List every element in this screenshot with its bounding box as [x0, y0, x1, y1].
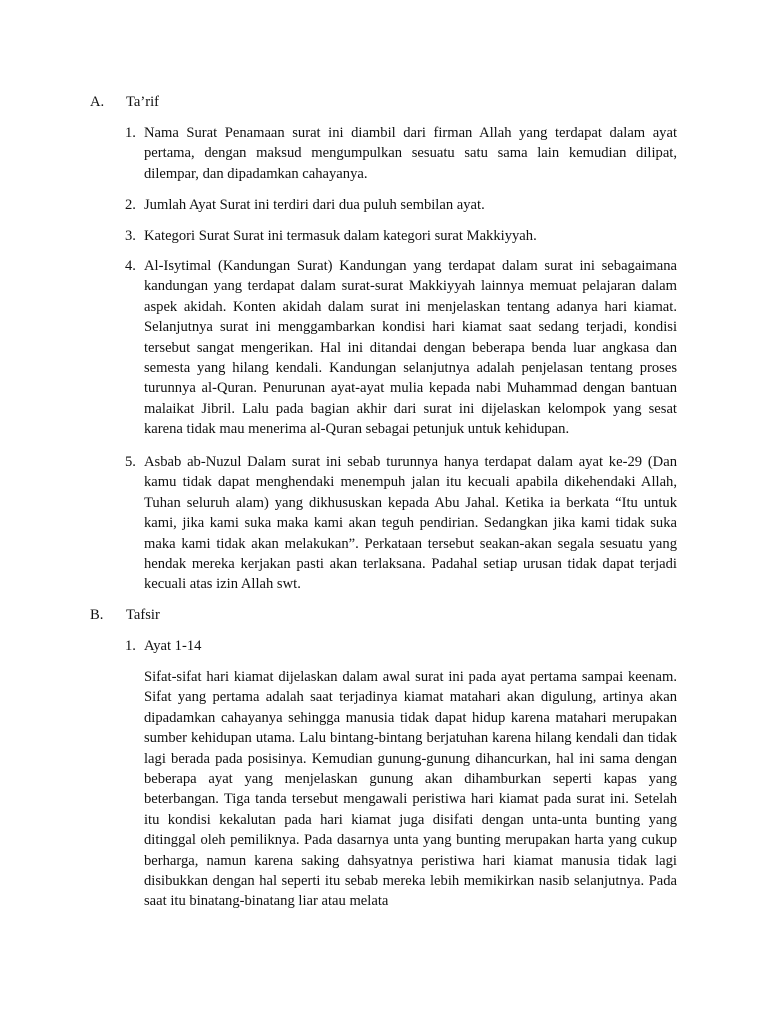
list-item — [125, 195, 677, 215]
list-item-text: Ayat 1-14 — [144, 638, 202, 654]
list-item-number: 1. — [125, 638, 136, 654]
section-b-title: Tafsir — [126, 607, 160, 623]
list-item — [125, 636, 677, 656]
section-a-heading — [90, 92, 690, 112]
list-item-number: 2. — [125, 197, 136, 213]
list-item — [125, 123, 677, 184]
list-item-number: 1. — [125, 125, 136, 141]
list-item-text: Asbab ab-Nuzul Dalam surat ini sebab turunnya hanya terdapat dalam ayat ke-29 (Dan kamu tidak dapat menghendaki menempuh jalan itu kecuali apabila dikehendaki Allah, Tuhan seluruh alam) yang dikhususkan kepada Abu Jahal. Ketika ia berkata “Itu untuk kami, jika kami suka maka kami akan teguh pendirian. Sedangkan jika kami tidak suka maka kami tidak akan melakukan”. Perkataan tersebut seakan-akan segala sesuatu yang hendak mereka kerjakan pasti akan terlaksana. Padahal setiap urusan tidak dapat terjadi kecuali atas izin Allah swt. — [144, 454, 677, 593]
list-item-number: 5. — [125, 454, 136, 470]
list-item — [125, 226, 677, 246]
section-a-title: Ta’rif — [126, 94, 160, 110]
section-b-letter: B. — [90, 607, 104, 623]
list-item-text: Kategori Surat Surat ini termasuk dalam kategori surat Makkiyyah. — [144, 228, 537, 244]
list-item-number: 3. — [125, 228, 136, 244]
section-b-heading — [90, 605, 690, 625]
list-item-text: Nama Surat Penamaan surat ini diambil dari firman Allah yang terdapat dalam ayat pertama, dengan maksud mengumpulkan sesuatu satu sama lain kemudian dilipat, dilempar, dan dipadamkan cahayanya. — [144, 125, 677, 182]
list-item — [125, 256, 677, 440]
section-a-letter: A. — [90, 94, 105, 110]
tafsir-paragraph: Sifat-sifat hari kiamat dijelaskan dalam awal surat ini pada ayat pertama sampai keenam. Sifat yang pertama adalah saat terjadinya kiamat matahari akan digulung, artinya akan dipadamkan cahayanya sehingga manusia tidak dapat hidup karena matahari merupakan sumber kehidupan utama. Lalu bintang-bintang berjatuhan karena hilang kendali dan tidak lagi berada pada posisinya. Kemudian gunung-gunung dihancurkan, hal ini sama dengan beberapa ayat yang menjelaskan gunung akan dihamburkan seperti kapas yang beterbangan. Tiga tanda tersebut mengawali peristiwa hari kiamat pada surat ini. Setelah itu kondisi kekalutan pada hari kiamat juga disifati dengan unta-unta bunting yang ditinggal oleh pemiliknya. Pada dasarnya unta yang bunting merupakan harta yang cukup berharga, namun karena saking dahsyatnya peristiwa hari kiamat manusia tidak lagi disibukkan dengan hal seperti itu sebab mereka lebih memikirkan nasib selanjutnya. Pada saat itu binatang-binatang liar atau melata — [144, 669, 677, 910]
list-item — [125, 452, 677, 595]
list-item-number: 4. — [125, 258, 136, 274]
list-item-text: Jumlah Ayat Surat ini terdiri dari dua puluh sembilan ayat. — [144, 197, 485, 213]
list-item-text: Al-Isytimal (Kandungan Surat) Kandungan yang terdapat dalam surat ini sebagaimana kandungan yang terdapat dalam surat-surat Makkiyyah lainnya memuat pelajaran dalam aspek akidah. Konten akidah dalam surat ini menjelaskan tentang adanya hari kiamat. Selanjutnya surat ini menggambarkan kondisi hari kiamat saat sedang terjadi, kondisi tersebut sangat mengerikan. Hal ini ditandai dengan beberapa benda luar angkasa dan semesta yang hilang kendali. Kandungan selanjutnya adalah penjelasan tentang proses turunnya al-Quran. Penurunan ayat-ayat mulia kepada nabi Muhammad dengan bantuan malaikat Jibril. Lalu pada bagian akhir dari surat ini dijelaskan kelompok yang sesat karena tidak mau menerima al-Quran sebagai petunjuk untuk kehidupan. — [144, 258, 677, 438]
